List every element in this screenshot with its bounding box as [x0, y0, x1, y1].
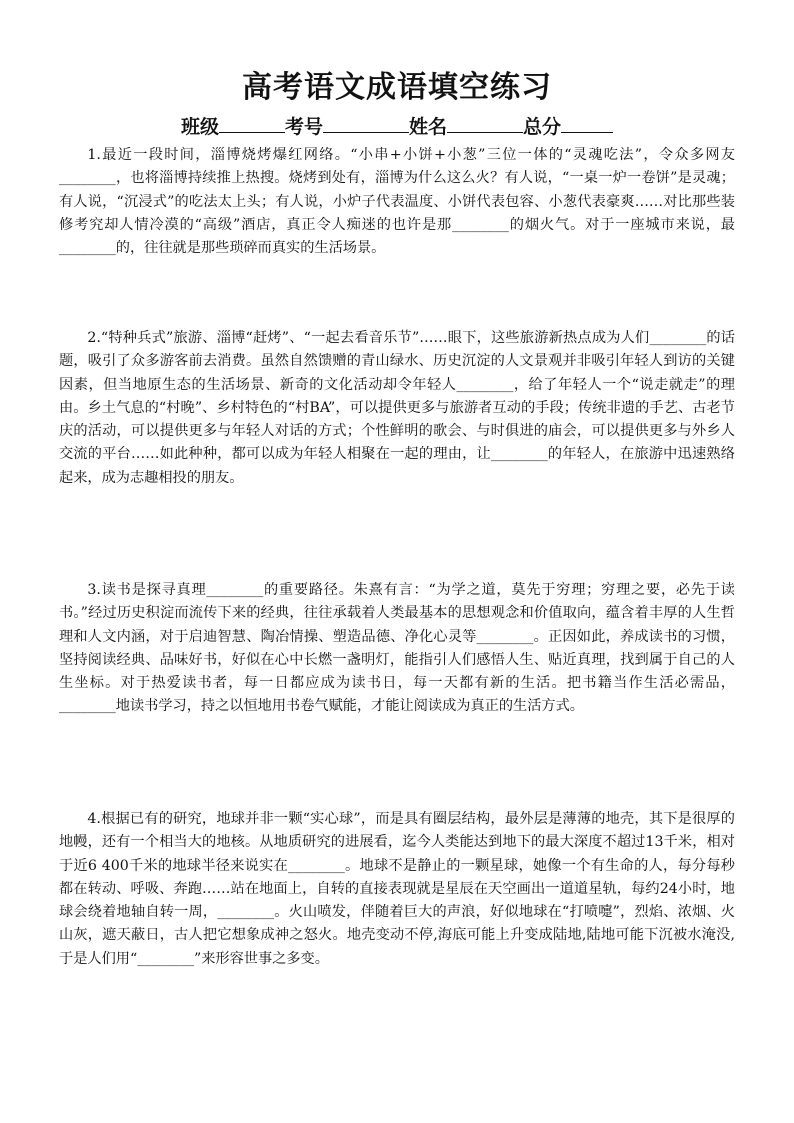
- question-3: 3.读书是探寻真理________的重要路径。朱熹有言：“为学之道，莫先于穷理；穷理之要，必先于读书。”经过历史积淀而流传下来的经典，往往承载着人类最基本的思想观念和价值取向，蕴含着丰厚的人生哲理和人文内涵，对于启迪智慧、陶冶情操、塑造品德、净化心灵等________。正因如此，养成读书的习惯，坚持阅读经典、品味好书，好似在心中长燃一盏明灯，能指引人们感悟人生、贴近真理，找到属于自己的人生坐标。对于热爱读书者，每一日都应成为读书日，每一天都有新的生活。把书籍当作生活必需品，________地读书学习，持之以恒地用书卷气赋能，才能让阅读成为真正的生活方式。: [59, 582, 735, 715]
- class-blank[interactable]: [219, 132, 285, 133]
- exam-no-blank[interactable]: [323, 132, 409, 133]
- class-label: 班级: [180, 116, 219, 138]
- student-info-line: [0, 112, 794, 139]
- question-4: 4.根据已有的研究，地球并非一颗“实心球”，而是具有圈层结构，最外层是薄薄的地壳，其下是很厚的地幔，还有一个相当大的地核。从地质研究的进展看，迄今人类能达到地下的最大深度不超过13千米，相对于近6 400千米的地球半径来说实在________。地球不是静止的一颗星球，她像一个有生命的人，每分每秒都在转动、呼吸、奔跑……站在地面上，自转的直接表现就是星辰在天空画出一道道星轨，每约24小时，地球会绕着地轴自转一周，________。火山喷发，伴随着巨大的声浪，好似地球在“打喷嚏”，烈焰、浓烟、火山灰，遮天蔽日，古人把它想象成神之怒火。地壳变动不停,海底可能上升变成陆地,陆地可能下沉被水淹没,于是人们用“________”来形容世事之多变。: [59, 811, 735, 967]
- name-blank[interactable]: [447, 132, 523, 133]
- question-1: 1.最近一段时间，淄博烧烤爆红网络。“小串+小饼+小葱”三位一体的“灵魂吃法”，令众多网友________，也将淄博持续推上热搜。烧烤到处有，淄博为什么这么火？有人说，“一桌一炉一卷饼”是灵魂；有人说，“沉浸式”的吃法太上头；有人说，小炉子代表温度、小饼代表包容、小葱代表豪爽……对比那些装修考究却人情冷漠的“高级”酒店，真正令人痴迷的也许是那________的烟火气。对于一座城市来说，最________的，往往就是那些琐碎而真实的生活场景。: [59, 147, 735, 257]
- score-blank[interactable]: [561, 132, 613, 133]
- exam-no-label: 考号: [284, 116, 323, 138]
- page-title: 高考语文成语填空练习: [242, 70, 552, 105]
- score-label: 总分: [523, 116, 562, 138]
- name-label: 姓名: [409, 116, 448, 138]
- question-2: 2.“特种兵式”旅游、淄博“赶烤”、“一起去看音乐节”……眼下，这些旅游新热点成为人们________的话题，吸引了众多游客前去消费。虽然自然馈赠的青山绿水、历史沉淀的人文景观并非吸引年轻人到访的关键因素，但当地原生态的生活场景、新奇的文化活动却令年轻人________，给了年轻人一个“说走就走”的理由。乡土气息的“村晚”、乡村特色的“村BA”，可以提供更多与旅游者互动的手段；传统非遗的手艺、古老节庆的活动，可以提供更多与年轻人对话的方式；个性鲜明的歌会、与时俱进的庙会，可以提供更多与外乡人交流的平台……如此种种，都可以成为年轻人相聚在一起的理由，让________的年轻人，在旅游中迅速熟络起来，成为志趣相投的朋友。: [59, 330, 735, 486]
